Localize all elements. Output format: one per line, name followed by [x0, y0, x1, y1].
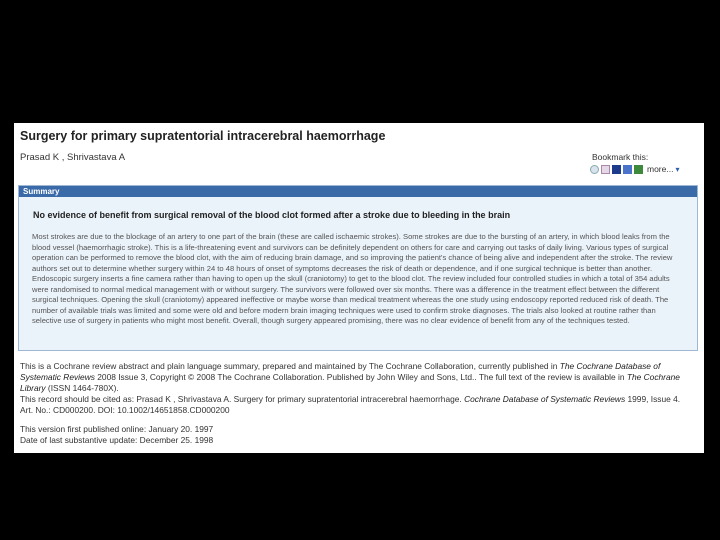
citation-block: [20, 361, 694, 416]
bookmark-more-link[interactable]: more...: [647, 164, 674, 174]
summary-body: Most strokes are due to the blockage of an artery to one part of the brain (these are called ischaemic strokes). Some strokes are due to the bursting of an artery, in which blood leaks from the blood vessel (haemorrhagic stroke). This is a life-threatening event and survivors can be definitely dependent on others for care and carrying out tasks of daily living. Various types of surgical operation can be performed to remove the blood clot, with the aim of reducing brain damage, and so improving the patient's chance of being alive and independent after the stroke. The review authors set out to determine whether surgery within 24 to 48 hours of onset of symptoms decreases the risk of death or dependence, and if one surgical technique is better than another. Endoscopic surgery inserts a fine camera rather than having to open up the skull (craniotomy) to get to the blood clot. The review included four controlled studies in which a total of 354 adults were randomised to normal medical management with or without surgery. The survivors were followed over six months. There was a difference in the treatment effect between the different surgical techniques. Opening the skull (craniotomy) appeared ineffective or maybe worse than medical treatment whereas the one study using endoscopy reported reduced risk of death. The number of available trials was limited and some were old and before modern brain imaging techniques were used to confirm stroke diagnoses. The trials also looked at routine rather than selective use of surgery in patients who might most benefit. Overall, though surgery appeared promising, there was no clear evidence of benefit from any of the techniques tested.: [32, 232, 673, 325]
bookmark-panel: [590, 152, 702, 174]
publication-dates: [20, 424, 213, 446]
connotea-icon[interactable]: [612, 165, 621, 174]
delicious-icon[interactable]: [590, 165, 599, 174]
authors[interactable]: Prasad K , Shrivastava A: [20, 152, 126, 163]
review-page: [14, 123, 704, 453]
bookmark-label: Bookmark this:: [592, 152, 649, 162]
cite-journal-title: Cochrane Database of Systematic Reviews: [464, 394, 626, 404]
last-update-date: Date of last substantive update: December 25. 1998: [20, 435, 214, 445]
bookmark-icons: [590, 164, 702, 174]
summary-heading: No evidence of benefit from surgical removal of the blood clot formed after a stroke due to bleeding in the brain: [33, 210, 511, 220]
digg-icon[interactable]: [601, 165, 610, 174]
database-title[interactable]: The Cochrane Database of Systematic Reviews: [20, 361, 661, 382]
library-title[interactable]: The Cochrane Library: [20, 372, 680, 393]
cite-as-notice: This record should be cited as: Prasad K , Shrivastava A. Surgery for primary supratentorial intracerebral haemorrhage. Cochrane Database of Systematic Reviews 1999, Issue 4. Art. No.: CD000200. DOI: 10.1002/14651858.CD000200: [20, 394, 681, 415]
citeulike-icon[interactable]: [623, 165, 632, 174]
first-published-date: This version first published online: January 20. 1997: [20, 424, 214, 434]
page-title: Surgery for primary supratentorial intracerebral haemorrhage: [20, 129, 386, 143]
bibsonomy-icon[interactable]: [634, 165, 643, 174]
summary-header: Summary: [19, 186, 697, 197]
summary-box: [18, 185, 698, 351]
more-arrow-icon: ▾: [675, 164, 680, 174]
copyright-notice: This is a Cochrane review abstract and plain language summary, prepared and maintained by The Cochrane Collaboration, currently published in The Cochrane Database of Systematic Reviews 2008 Issue 3, Copyright © 2008 The Cochrane Collaboration. Published by John Wiley and Sons, Ltd.. The full text of the review is available in The Cochrane Library (ISSN 1464-780X).: [20, 361, 680, 393]
